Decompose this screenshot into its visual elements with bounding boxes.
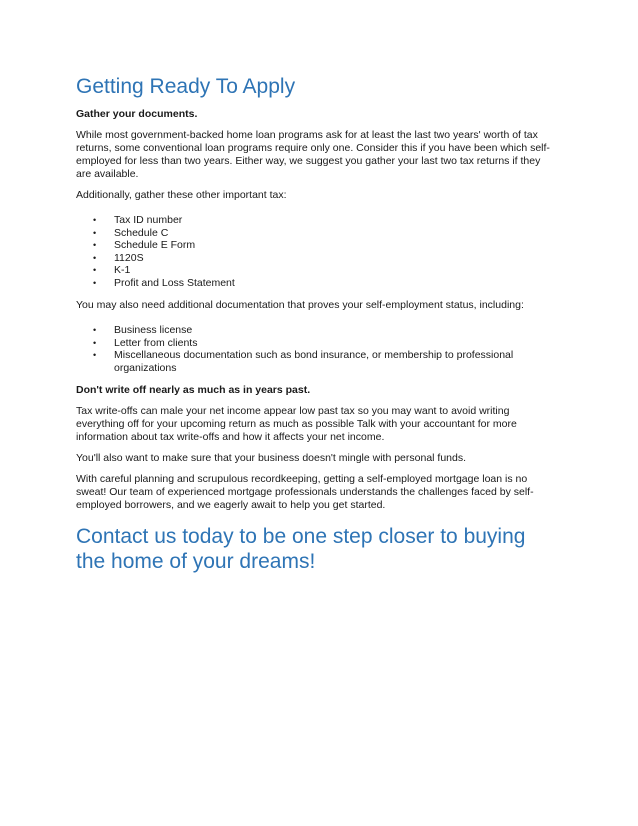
paragraph-tax-returns: While most government-backed home loan programs ask for at least the last two years' worth of tax returns, some conventional loan programs require only one. Consider this if you have been which self-employed for less than two years. Either way, we suggest you gather your last two tax returns if they are available. (76, 129, 550, 180)
list-item: • Business license (93, 324, 193, 336)
list-item: • Schedule C (93, 226, 169, 239)
contact-heading: Contact us today to be one step closer to buying the home of your dreams! (76, 525, 526, 573)
bullet-icon: • (93, 240, 97, 250)
paragraph-write-offs: Tax write-offs can male your net income appear low past tax so you may want to avoid writing everything off for your upcoming return as much as possible Talk with your accountant for more information about tax write-offs and how it affects your net income. (76, 405, 517, 443)
bullet-icon: • (93, 350, 97, 360)
bullet-icon: • (93, 227, 97, 238)
bullet-icon: • (93, 265, 97, 275)
list-item: • Schedule E Form (93, 239, 196, 251)
page-title: Getting Ready To Apply (76, 75, 296, 98)
list-item: • K-1 (93, 264, 131, 276)
bullet-icon: • (93, 325, 97, 335)
bullet-icon: • (93, 277, 97, 288)
paragraph-personal-funds: You'll also want to make sure that your business doesn't mingle with personal funds. (76, 452, 467, 464)
paragraph-careful-planning: With careful planning and scrupulous recordkeeping, getting a self-employed mortgage loan is no sweat! Our team of experienced mortgage professionals understands the challenges faced by self-employed borrowers, and we eagerly await to help you get started. (76, 473, 534, 511)
list-item: • Tax ID number (93, 214, 183, 226)
bullet-icon: • (93, 215, 97, 225)
section-heading-write-offs: Don't write off nearly as much as in years past. (76, 384, 311, 396)
list-item: • 1120S (93, 251, 144, 264)
self-employment-docs-list (76, 324, 550, 374)
paragraph-self-employment-docs: You may also need additional documentation that proves your self-employment status, including: (76, 299, 524, 311)
list-item: • Profit and Loss Statement (93, 276, 235, 289)
paragraph-additional-tax: Additionally, gather these other important tax: (76, 189, 287, 201)
bullet-icon: • (93, 337, 97, 348)
tax-documents-list (76, 214, 550, 289)
list-item: • Miscellaneous documentation such as bond insurance, or membership to professional organizations (93, 349, 514, 374)
section-heading-gather: Gather your documents. (76, 108, 198, 120)
document-page (76, 74, 550, 574)
bullet-icon: • (93, 252, 97, 263)
list-item: • Letter from clients (93, 336, 198, 349)
